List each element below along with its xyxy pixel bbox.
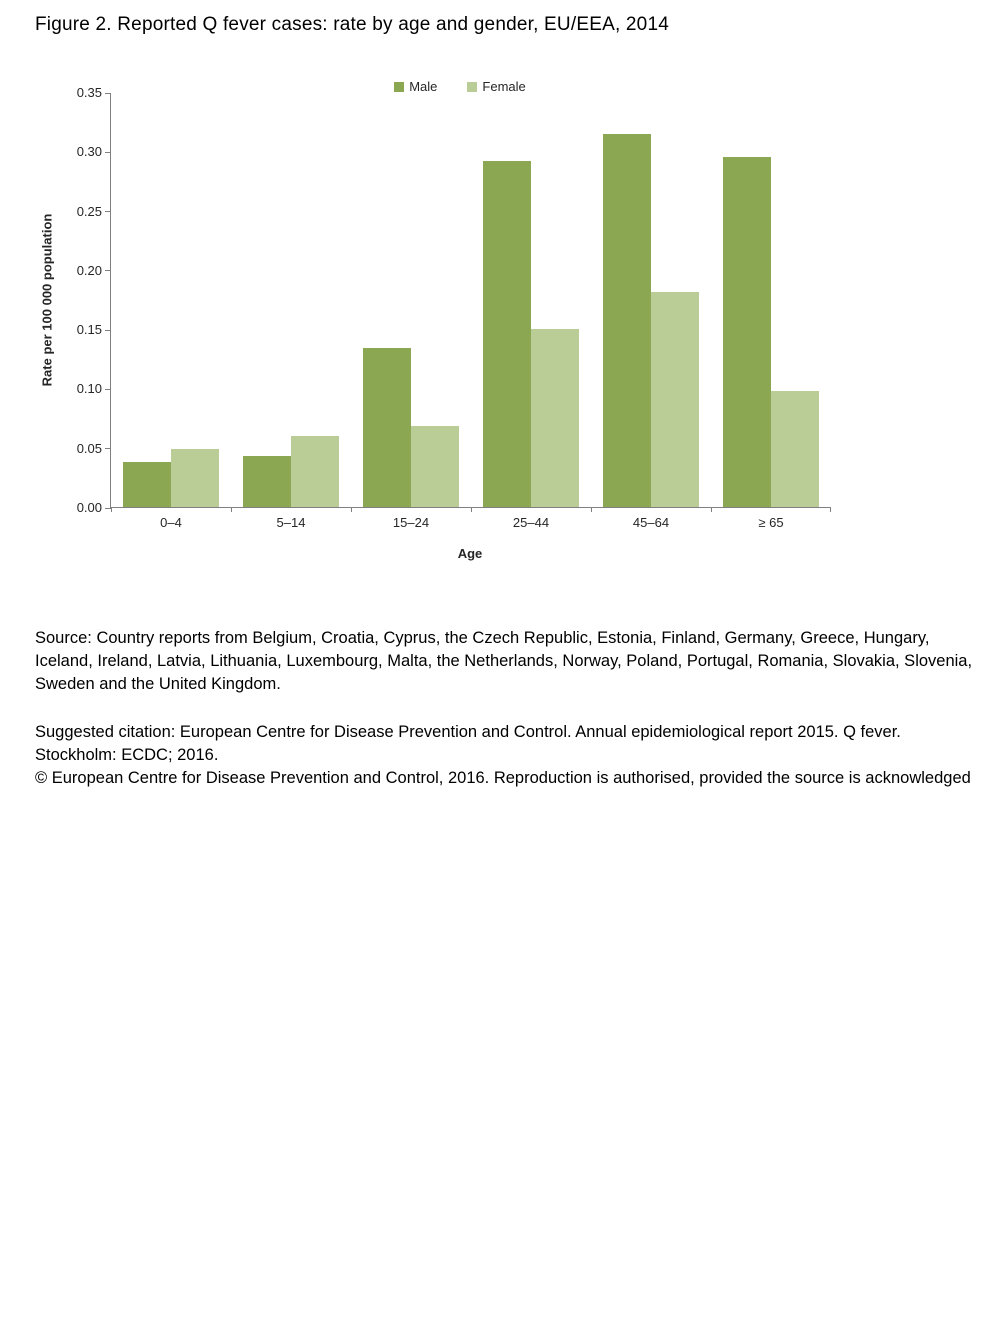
bar-male-5 (603, 134, 651, 508)
x-tick-mark (111, 507, 112, 512)
bar-female-3 (411, 426, 459, 507)
x-category-label: 5–14 (276, 515, 306, 530)
x-axis-title: Age (457, 546, 483, 561)
y-tick-mark (105, 330, 111, 331)
y-tick-label: 0.05 (76, 440, 102, 456)
x-tick-mark (711, 507, 712, 512)
bar-female-6 (771, 391, 819, 507)
x-tick-mark (471, 507, 472, 512)
x-tick-mark (231, 507, 232, 512)
x-tick-mark (591, 507, 592, 512)
female-swatch-icon (467, 82, 477, 92)
male-swatch-icon (394, 82, 404, 92)
figure-title: Figure 2. Reported Q fever cases: rate by age and gender, EU/EEA, 2014 (35, 14, 669, 35)
source-text: Source: Country reports from Belgium, Croatia, Cyprus, the Czech Republic, Estonia, Finland, Germany, Greece, Hungary, Iceland, Ireland, Latvia, Lithuania, Luxembourg, Malta, the Netherlands, Norway, Poland, Portugal, Romania, Slovakia, Slovenia, Sweden and the United Kingdom. (35, 629, 973, 693)
legend-item-female (467, 79, 525, 94)
x-category-label: 25–44 (512, 515, 550, 530)
copyright-text: © European Centre for Disease Prevention and Control, 2016. Reproduction is authorised, provided the source is acknowledged (35, 769, 971, 787)
y-tick-mark (105, 389, 111, 390)
x-tick-mark (830, 507, 831, 512)
y-tick-label: 0.35 (76, 85, 102, 100)
y-tick-label: 0.25 (76, 203, 102, 219)
bar-female-1 (171, 449, 219, 507)
legend-label-male: Male (409, 79, 438, 94)
bar-chart (35, 55, 885, 585)
y-tick-label: 0.20 (76, 262, 102, 278)
citation-text: Suggested citation: European Centre for Disease Prevention and Control. Annual epidemiological report 2015. Q fever. Stockholm: ECDC; 2016. (35, 723, 901, 764)
bar-male-3 (363, 348, 411, 507)
citation-block (35, 721, 977, 790)
y-tick-mark (105, 448, 111, 449)
x-tick-mark (351, 507, 352, 512)
y-axis-title: Rate per 100 000 population (39, 213, 55, 387)
bar-male-1 (123, 462, 171, 507)
x-category-label: 15–24 (392, 515, 430, 530)
bar-male-6 (723, 157, 771, 507)
bar-male-4 (483, 161, 531, 507)
y-tick-label: 0.00 (76, 500, 102, 515)
x-category-label: 0–4 (160, 515, 182, 530)
y-tick-label: 0.30 (76, 144, 102, 160)
figure-footer (35, 627, 977, 790)
bar-male-2 (243, 456, 291, 507)
y-tick-mark (105, 211, 111, 212)
y-tick-label: 0.10 (76, 381, 102, 397)
x-category-label: 45–64 (632, 515, 670, 530)
y-tick-label: 0.15 (76, 322, 102, 338)
y-tick-mark (105, 152, 111, 153)
legend-label-female: Female (482, 79, 526, 94)
x-category-label: ≥ 65 (758, 515, 784, 530)
legend-item-male (394, 79, 437, 94)
bar-female-5 (651, 292, 699, 507)
y-tick-mark (105, 93, 111, 94)
bar-female-4 (531, 329, 579, 507)
y-tick-mark (105, 270, 111, 271)
bar-female-2 (291, 436, 339, 507)
chart-legend (35, 79, 885, 94)
